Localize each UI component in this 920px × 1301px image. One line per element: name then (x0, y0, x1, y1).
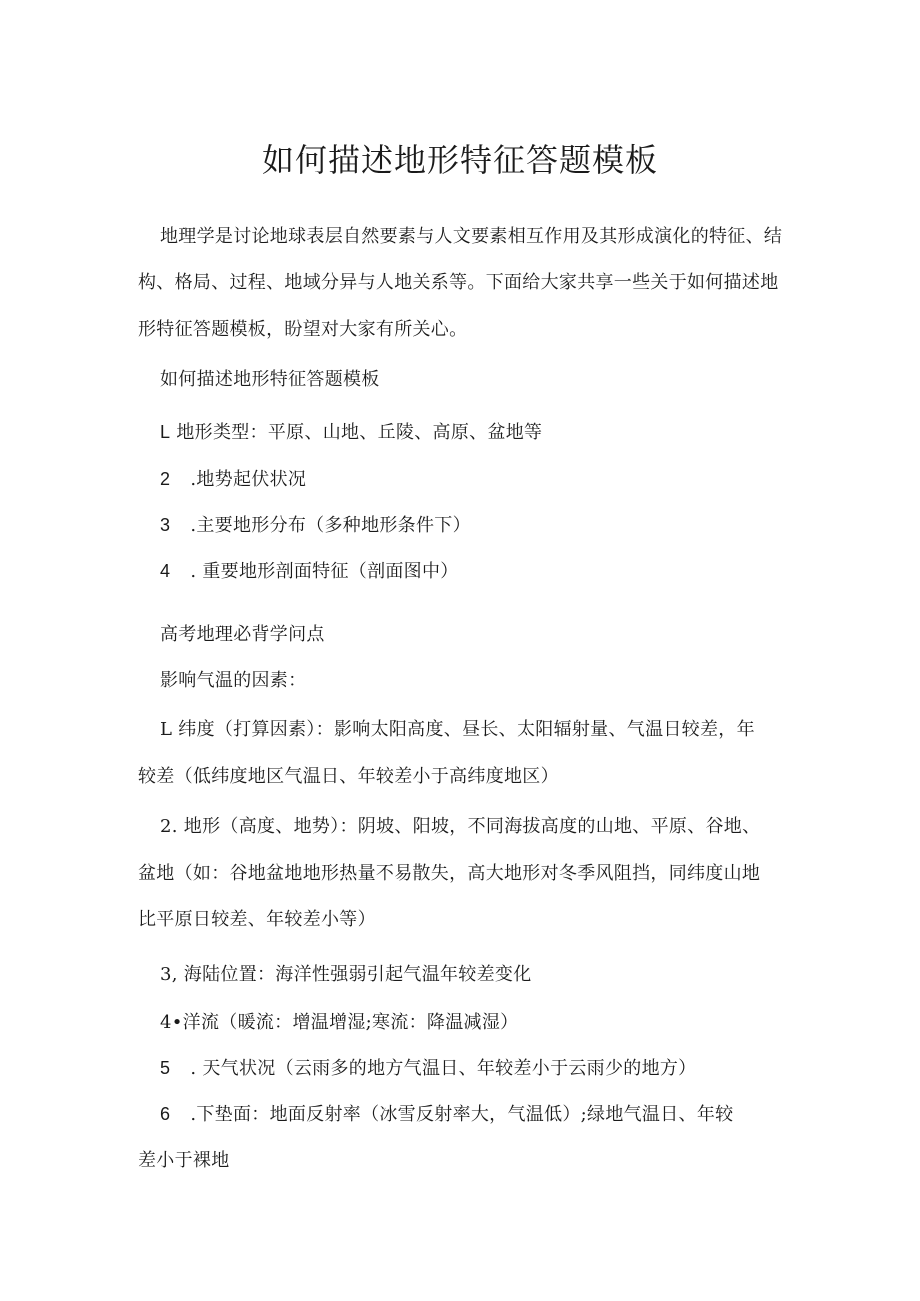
section-subheading: 影响气温的因素： (160, 670, 307, 691)
paragraph-line: L 纬度（打算因素）：影响太阳高度、昼长、太阳辐射量、气温日较差，年 (160, 719, 755, 740)
list-item-text: . 重要地形剖面特征（剖面图中） (190, 561, 459, 582)
list-item-text: . 天气状况（云雨多的地方气温日、年较差小于云雨少的地方） (190, 1058, 697, 1079)
page-title: 如何描述地形特征答题模板 (261, 141, 658, 179)
list-item-number: L (160, 422, 171, 442)
section-heading: 如何描述地形特征答题模板 (160, 369, 380, 390)
list-item-text: .下垫面：地面反射率（冰雪反射率大，气温低）;绿地气温日、年较 (190, 1104, 734, 1125)
paragraph-line: 2. 地形（高度、地势）：阴坡、阳坡，不同海拔高度的山地、平原、谷地、 (160, 816, 761, 837)
list-item-text: .地势起伏状况 (190, 469, 307, 490)
paragraph-line: 盆地（如：谷地盆地地形热量不易散失，高大地形对冬季风阻挡，同纬度山地 (138, 863, 761, 884)
list-item-number: 4 (160, 561, 171, 581)
list-item-number: 5 (160, 1058, 171, 1078)
intro-line-2: 构、格局、过程、地域分异与人地关系等。下面给大家共享一些关于如何描述地 (138, 272, 779, 293)
list-item (160, 1101, 733, 1128)
list-item-text: 地形类型：平原、山地、丘陵、高原、盆地等 (176, 422, 543, 443)
list-item-number: 3 (160, 515, 171, 535)
list-item (160, 1055, 696, 1082)
section-heading: 高考地理必背学问点 (160, 624, 325, 645)
paragraph-line: 4•洋流（暖流：增温增湿;寒流：降温减湿） (160, 1012, 519, 1033)
intro-line-1: 地理学是讨论地球表层自然要素与人文要素相互作用及其形成演化的特征、结 (160, 226, 783, 247)
paragraph-line: 较差（低纬度地区气温日、年较差小于高纬度地区） (138, 766, 559, 787)
paragraph-line: 3, 海陆位置：海洋性强弱引起气温年较差变化 (160, 964, 532, 985)
list-item (160, 466, 306, 493)
list-item (160, 419, 542, 446)
paragraph-line: 比平原日较差、年较差小等） (138, 909, 376, 930)
list-item-number: 2 (160, 469, 171, 489)
list-item (160, 558, 459, 585)
list-item-text: .主要地形分布（多种地形条件下） (190, 515, 471, 536)
list-item-number: 6 (160, 1104, 171, 1124)
intro-line-3: 形特征答题模板，盼望对大家有所关心。 (138, 319, 468, 340)
list-item (160, 512, 471, 539)
paragraph-line: 差小于裸地 (138, 1150, 230, 1171)
